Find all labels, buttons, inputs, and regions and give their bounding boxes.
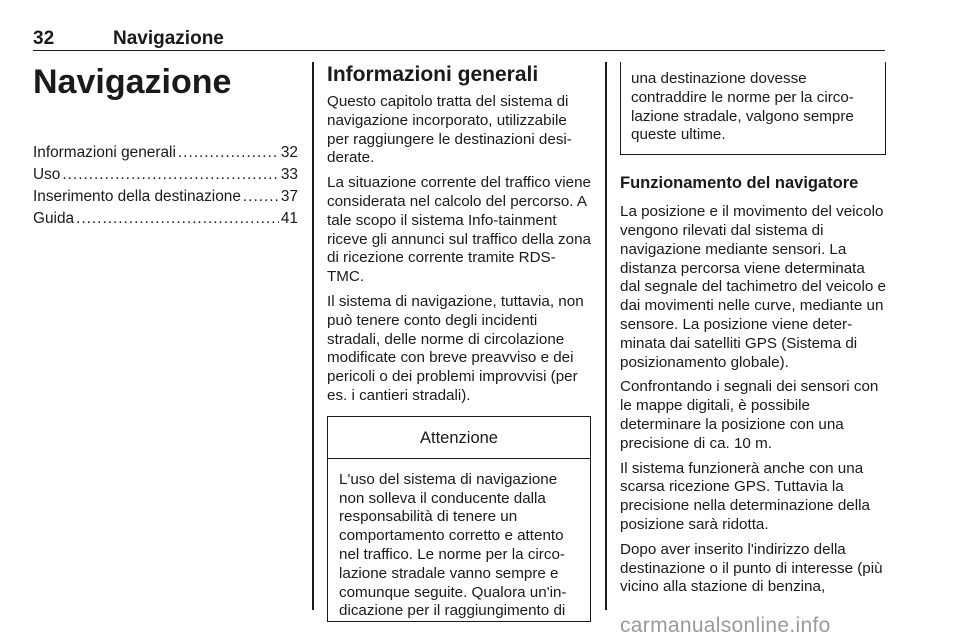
toc-label: Informazioni generali — [33, 144, 176, 161]
warning-heading: Attenzione — [328, 416, 590, 459]
toc-page: 41 — [280, 210, 298, 227]
paragraph: Dopo aver inserito l'indirizzo della destinazione o il punto di interesse (più vicino alla stazione di benzina, — [620, 540, 883, 596]
warning-text: L'uso del sistema di navigazione non solleva il conducente dalla responsabilità di tenere un comportamento corretto e attento nel traffico. Le norme per la circo-lazione stradale vanno sempre e comunque seguite. Qualora un'in-dicazione per il raggiungimento di — [339, 470, 567, 620]
watermark: carmanualsonline.info — [620, 614, 831, 637]
paragraph: Confrontando i segnali dei sensori con le mappe digitali, è possibile determinare la posizione con una precisione di ca. 10 m. — [620, 378, 879, 452]
column-divider — [312, 62, 314, 610]
paragraph: Questo capitolo tratta del sistema di navigazione incorporato, utilizzabile per raggiungere le destinazioni desi-derate. — [327, 93, 572, 167]
toc-page: 33 — [280, 166, 298, 183]
toc-label: Guida — [33, 210, 75, 227]
toc-entry-guida[interactable] — [33, 208, 298, 230]
page-number: 32 — [33, 28, 55, 49]
paragraph: La situazione corrente del traffico viene considerata nel calcolo del percorso. A tale scopo il sistema Info-tainment riceve gli annunci sul traffico della zona di ricezione corrente tramite RDS-TMC. — [327, 174, 591, 286]
chapter-title: Navigazione — [33, 63, 232, 101]
subsection-title: Funzionamento del navigatore — [620, 174, 859, 193]
paragraph: Il sistema di navigazione, tuttavia, non può tenere conto degli incidenti stradali, delle norme di circolazione modificate con breve preavviso e dei pericoli o dei problemi improvvisi (per es. i cantieri stradali). — [327, 292, 584, 404]
toc-entry-uso[interactable] — [33, 164, 298, 186]
right-column — [620, 62, 886, 603]
toc-leader-dots — [178, 142, 279, 164]
toc-label: Inserimento della destinazione — [33, 188, 241, 205]
paragraph: La posizione e il movimento del veicolo vengono rilevati dal sistema di navigazione mediante sensori. La distanza percorsa viene determinata dal segnale del tachimetro del veicolo e dai movimenti nelle curve, mediante un sensore. La posizione viene deter-minata dai satelliti GPS (Sistema di posizionamento globale). — [620, 203, 886, 371]
running-title: Navigazione — [113, 28, 224, 49]
section-title: Informazioni generali — [327, 63, 539, 86]
toc-entry-inserimento-destinazione[interactable] — [33, 186, 298, 208]
toc-page: 37 — [280, 188, 298, 205]
toc-entry-informazioni-generali[interactable] — [33, 142, 298, 164]
paragraph: Il sistema funzionerà anche con una scarsa ricezione GPS. Tuttavia la precisione nella determinazione della posizione sarà ridotta. — [620, 459, 870, 533]
page-header — [33, 24, 885, 51]
toc-leader-dots — [76, 208, 279, 230]
toc-leader-dots — [62, 164, 279, 186]
warning-box — [327, 416, 591, 622]
warning-box-continued: una destinazione dovesse contraddire le norme per la circo-lazione stradale, valgono sempre queste ultime. — [620, 62, 886, 155]
toc-leader-dots — [243, 186, 279, 208]
middle-column — [327, 62, 591, 622]
toc-page: 32 — [280, 144, 298, 161]
column-divider — [605, 62, 607, 610]
toc-label: Uso — [33, 166, 61, 183]
left-column — [33, 62, 298, 230]
table-of-contents — [33, 142, 298, 230]
